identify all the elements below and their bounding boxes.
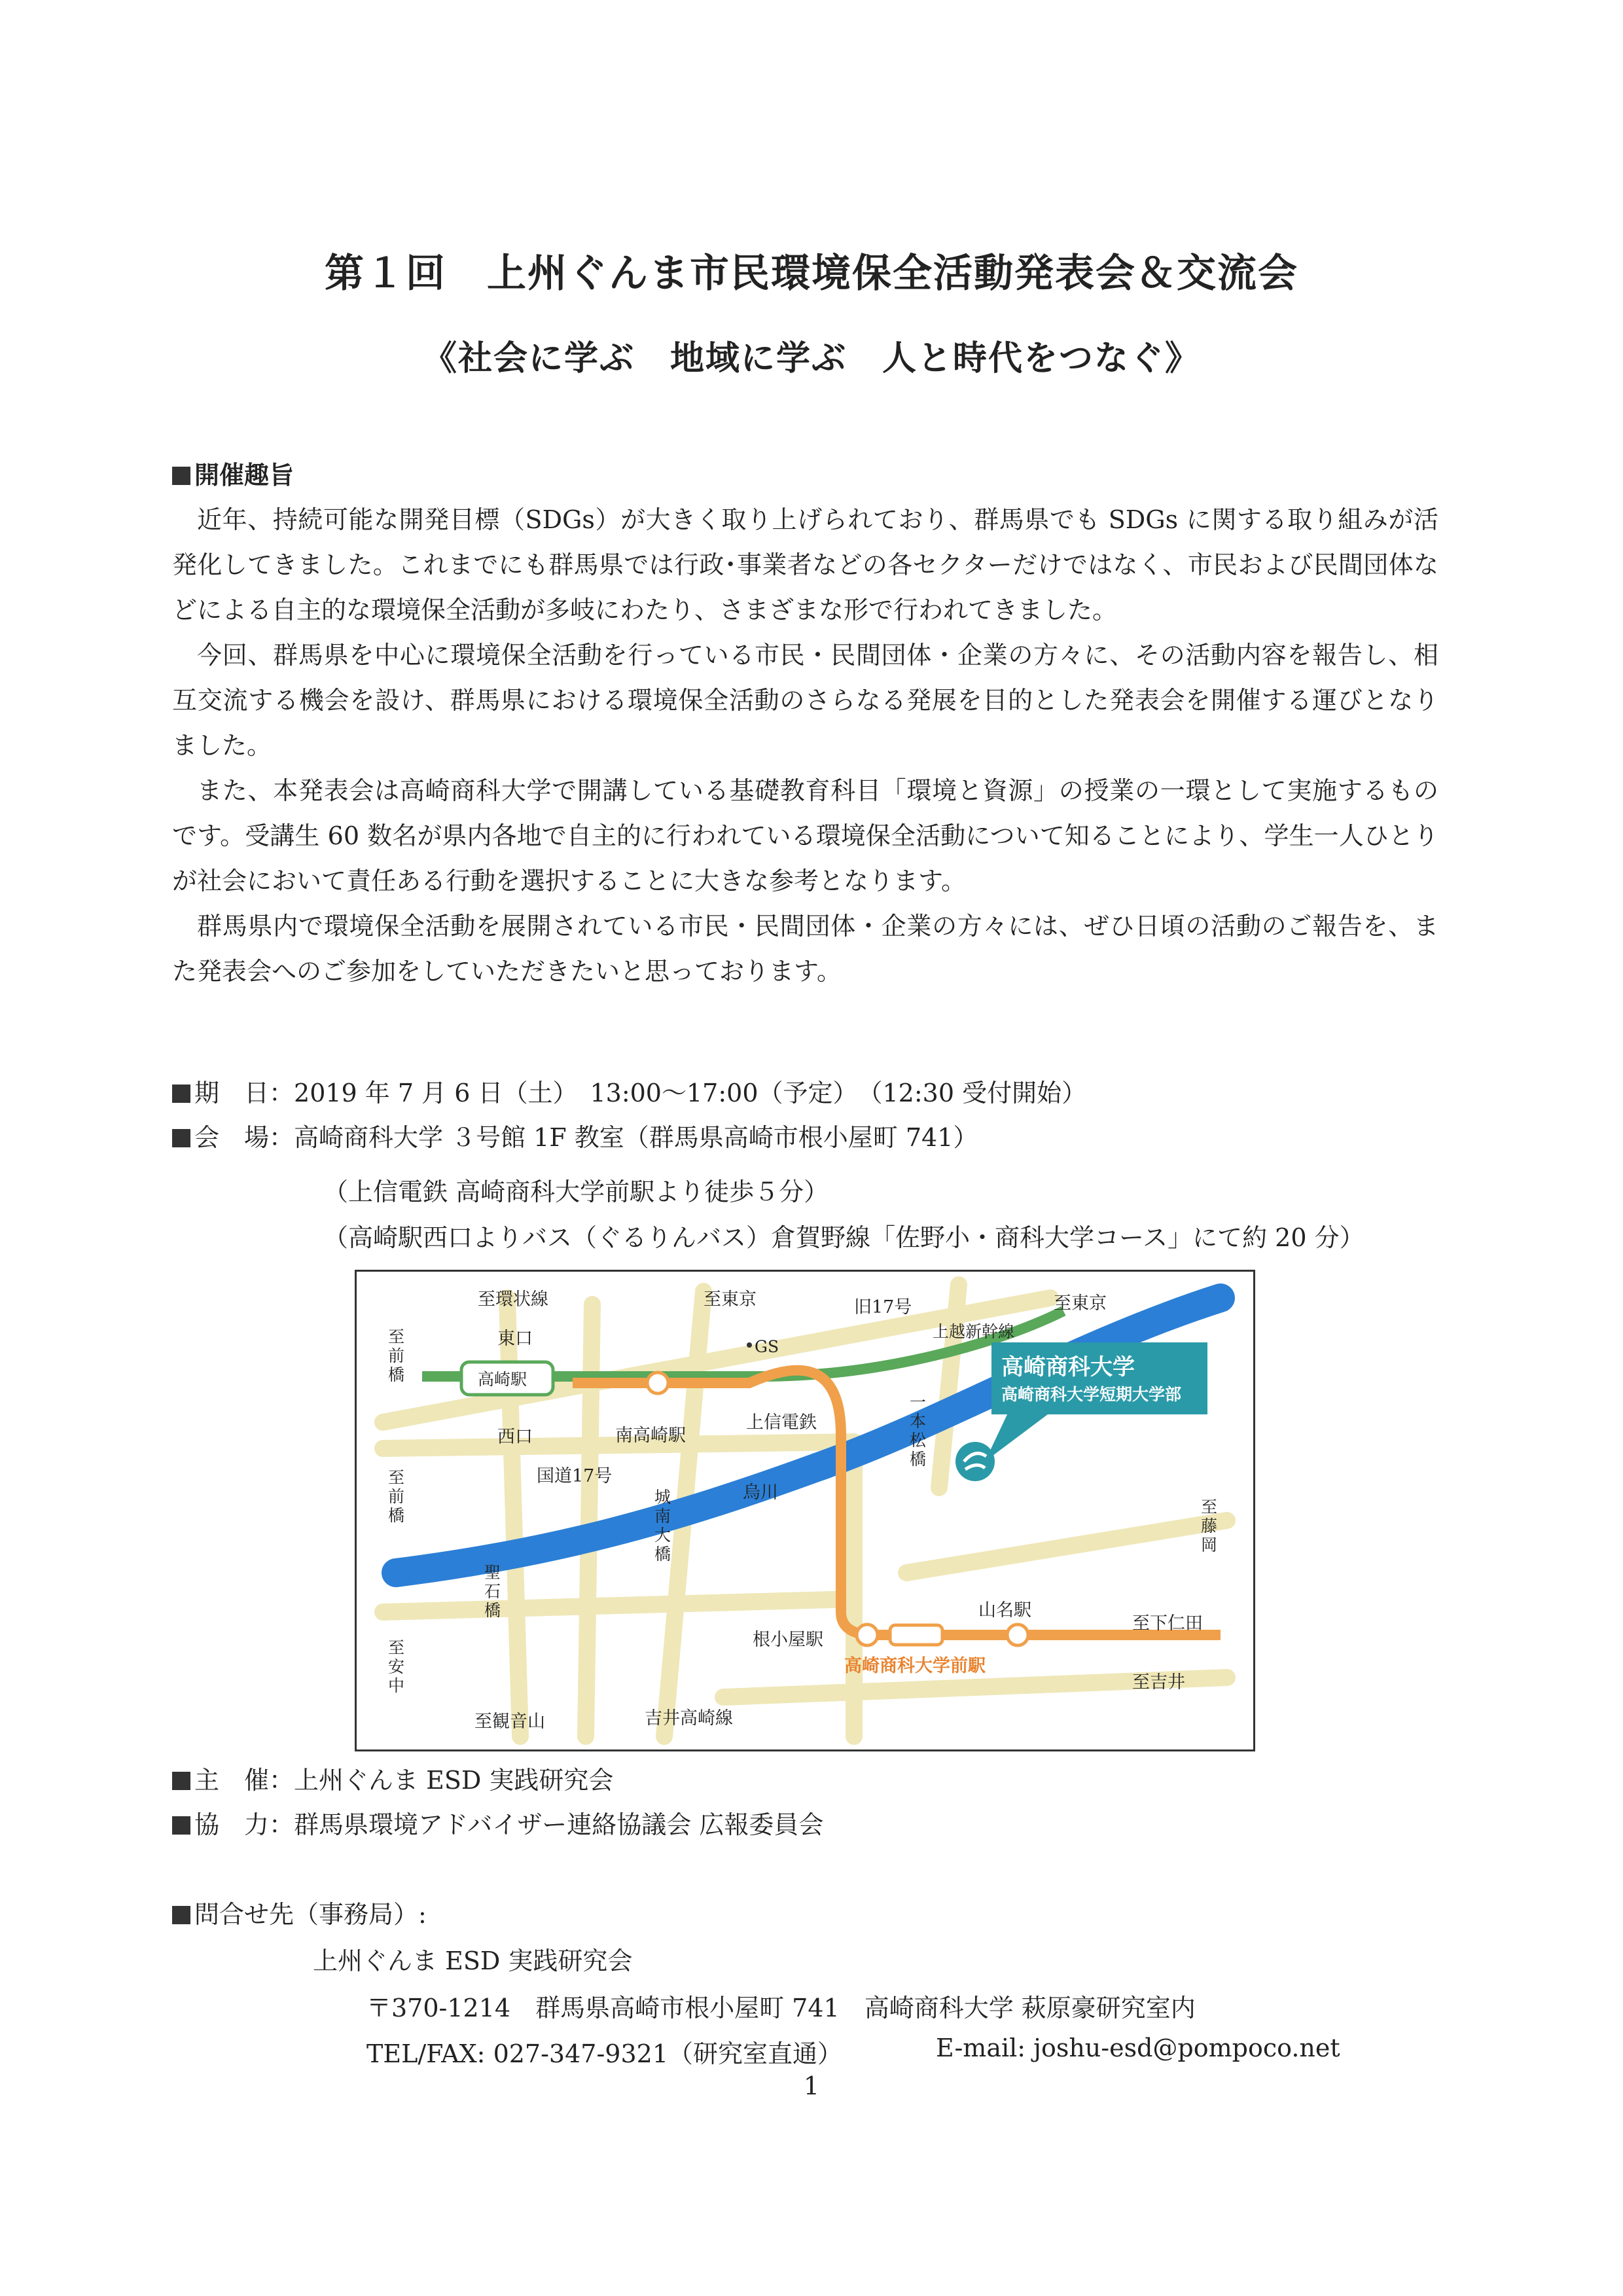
map-graphic [357,1272,1253,1749]
map-label-to-tokyo-1: 至東京 [704,1289,757,1310]
map-label-nekoya-station: 根小屋駅 [753,1630,823,1650]
map-label-yoshii-takasaki-line: 吉井高崎線 [645,1708,733,1729]
nekoya-station-marker [857,1624,878,1645]
map-label-old17: 旧17号 [854,1297,912,1318]
purpose-paragraph-3: また、本発表会は高崎商科大学で開講している基礎教育科目「環境と資源」の授業の一環として実施するものです。受講生 60 数名が県内各地で自主的に行われている環境保全活動について知ることにより、学生一人ひとりが社会において責任ある行動を選択することに大きな参考となります。 [172,776,1438,895]
page-number: 1 [803,2072,820,2100]
map-label-minami-takasaki: 南高崎駅 [615,1426,686,1446]
map-label-to-annaka: 至安中 [388,1638,405,1695]
square-bullet-icon [172,467,190,485]
cooperation-row: 協 力：群馬県環境アドバイザー連絡協議会 広報委員会 [172,1805,823,1844]
university-badge-subtitle: 高崎商科大学短期大学部 [1001,1385,1182,1404]
map-label-to-maebashi-2: 至前橋 [388,1468,405,1525]
map-label-ipponmatsu-bridge: 一本松橋 [910,1393,927,1469]
map-label-to-kanjo: 至環状線 [478,1289,548,1310]
map-label-karasu-river: 烏川 [743,1482,778,1503]
venue-value: 高崎商科大学 ３号館 1F 教室（群馬県高崎市根小屋町 741） [294,1123,978,1152]
contact-email: E-mail: joshu-esd@pompoco.net [936,2034,1340,2062]
host-value: 上州ぐんま ESD 実践研究会 [294,1766,614,1795]
map-label-to-yoshii: 至吉井 [1132,1672,1185,1693]
map-label-yamana-station: 山名駅 [978,1600,1031,1621]
university-badge-title: 高崎商科大学 [1001,1354,1135,1380]
contact-address: 〒370-1214 群馬県高崎市根小屋町 741 高崎商科大学 萩原豪研究室内 [366,1994,1196,2022]
map-label-takasaki-station: 高崎駅 [478,1370,527,1389]
purpose-heading: 開催趣旨 [172,455,294,491]
map-label-to-maebashi-1: 至前橋 [388,1327,405,1384]
map-label-gs: GS [755,1337,779,1356]
gs-marker-icon [747,1342,752,1348]
map-label-joshin-dentetsu: 上信電鉄 [746,1412,817,1433]
purpose-body [172,497,1438,994]
page-title: 第１回 上州ぐんま市民環境保全活動発表会＆交流会 [325,251,1298,296]
square-bullet-icon [172,1085,190,1103]
contact-heading: 問合せ先（事務局）: [172,1895,427,1934]
square-bullet-icon [172,1906,190,1924]
cooperation-value: 群馬県環境アドバイザー連絡協議会 広報委員会 [294,1810,824,1839]
map-label-jonan-bridge: 城南大橋 [654,1488,671,1564]
map-label-joetsu-shinkansen: 上越新幹線 [933,1322,1015,1341]
venue-row: 会 場：高崎商科大学 ３号館 1F 教室（群馬県高崎市根小屋町 741） [172,1118,978,1157]
purpose-paragraph-1: 近年、持続可能な開発目標（SDGs）が大きく取り上げられており、群馬県でも SDGs に関する取り組みが活発化してきました。これまでにも群馬県では行政･事業者などの各セクターだけではなく、市民および民間団体などによる自主的な環境保全活動が多岐にわたり、さまざまな形で行われてきました。 [172,505,1438,624]
map-label-shimonita: 至下仁田 [1132,1613,1203,1634]
date-value: 2019 年 7 月 6 日（土） 13:00～17:00（予定） （12:30 受付開始） [294,1079,1087,1107]
access-map [355,1270,1255,1751]
university-logo-icon [955,1442,995,1481]
square-bullet-icon [172,1772,190,1790]
map-label-to-fujioka: 至藤岡 [1201,1498,1218,1554]
map-label-hijiri-bridge: 聖石橋 [484,1563,501,1620]
access-train: （上信電鉄 高崎商科大学前駅より徒歩５分） [323,1177,829,1206]
map-label-to-tokyo-2: 至東京 [1054,1293,1107,1314]
map-label-higashiguchi: 東口 [497,1329,533,1349]
road-fujioka [906,1520,1227,1573]
contact-organization: 上州ぐんま ESD 実践研究会 [313,1946,633,1975]
purpose-paragraph-4: 群馬県内で環境保全活動を展開されている市民・民間団体・企業の方々には、ぜひ日頃の活動のご報告を、また発表会へのご参加をしていただきたいと思っております。 [172,912,1438,986]
access-bus: （高崎駅西口よりバス（ぐるりんバス）倉賀野線「佐野小・商科大学コース」にて約 20 分） [323,1223,1364,1252]
map-label-to-kannonyama: 至観音山 [474,1712,545,1732]
yamana-station-marker [1007,1624,1028,1645]
road-south [383,1599,854,1612]
road-vertical-center-west [586,1304,592,1736]
university-station-marker [890,1625,942,1645]
square-bullet-icon [172,1129,190,1147]
map-label-nishiguchi: 西口 [497,1427,533,1447]
page-subtitle: 《社会に学ぶ 地域に学ぶ 人と時代をつなぐ》 [422,339,1200,378]
host-row: 主 催：上州ぐんま ESD 実践研究会 [172,1761,613,1800]
date-row: 期 日：2019 年 7 月 6 日（土） 13:00～17:00（予定） （12:30 受付開始） [172,1073,1086,1113]
square-bullet-icon [172,1816,190,1835]
contact-tel: TEL/FAX: 027-347-9321（研究室直通） [366,2039,843,2068]
map-label-university-station: 高崎商科大学前駅 [844,1656,986,1676]
minami-takasaki-station-marker [647,1372,668,1393]
map-label-route17: 国道17号 [537,1466,613,1486]
purpose-paragraph-2: 今回、群馬県を中心に環境保全活動を行っている市民・民間団体・企業の方々に、その活動内容を報告し、相互交流する機会を設け、群馬県における環境保全活動のさらなる発展を目的とした発表会を開催する運びとなりました。 [172,641,1438,760]
